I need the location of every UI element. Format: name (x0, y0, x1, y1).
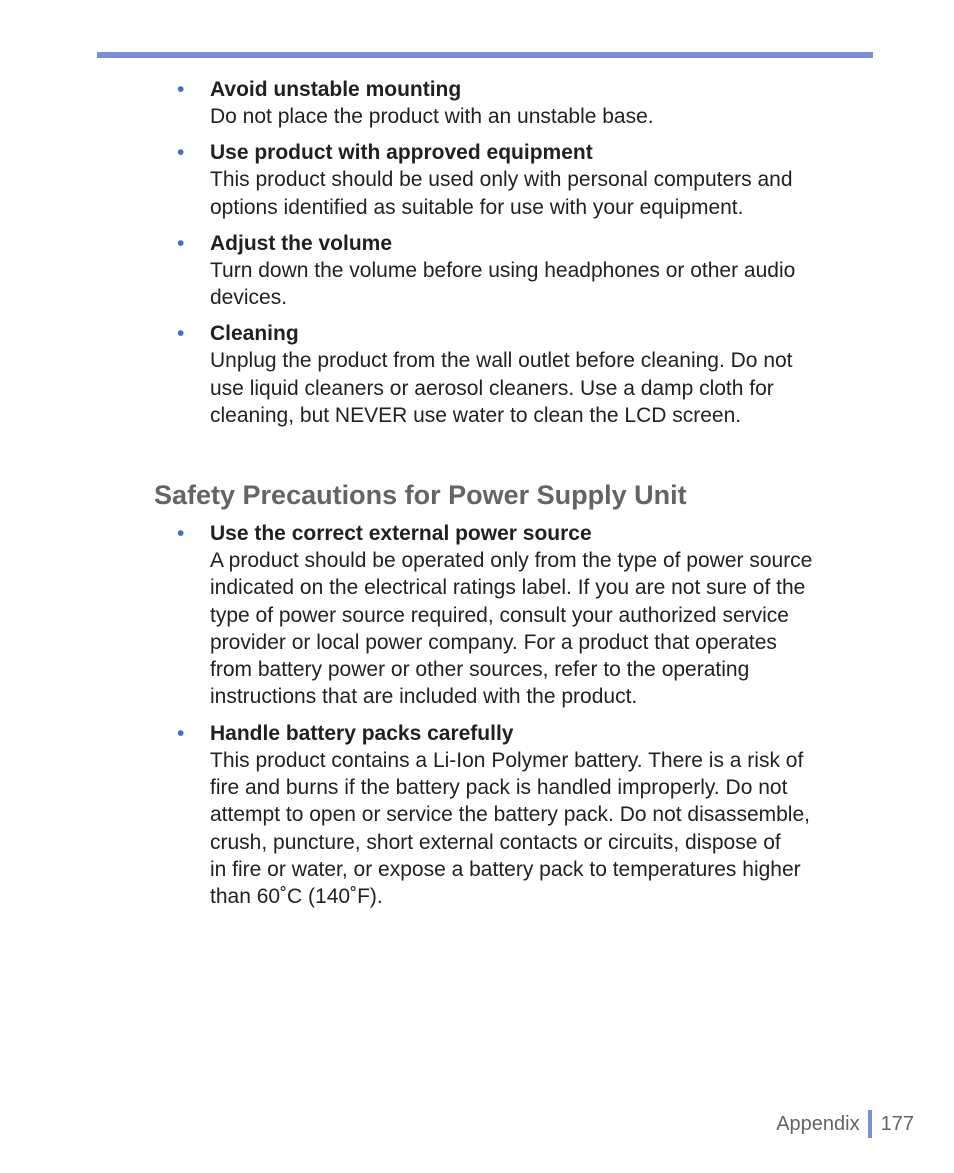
item-body: Turn down the volume before using headphones or other audio devices. (210, 258, 796, 310)
item-title: Use product with approved equipment (210, 141, 593, 165)
item-body: Do not place the product with an unstable base. (210, 105, 654, 128)
header-rule (97, 52, 873, 58)
bullet-icon: • (177, 78, 185, 101)
bullet-icon: • (177, 721, 185, 745)
list-item (0, 720, 880, 911)
bullet-icon: • (177, 141, 185, 165)
page-footer (776, 1110, 914, 1138)
bullet-icon: • (177, 522, 185, 545)
list-item (0, 230, 880, 312)
item-title: Avoid unstable mounting (210, 78, 462, 101)
bullet-icon: • (177, 322, 185, 346)
page-number: 177 (880, 1112, 914, 1135)
footer-divider (868, 1110, 872, 1138)
list-item (0, 520, 880, 711)
section-heading: Safety Precautions for Power Supply Unit (154, 480, 687, 510)
item-body: This product contains a Li-Ion Polymer battery. There is a risk of fire and burns if the battery pack is handled improperly. Do not attempt to open or service the battery pack. Do not disassemble, crush, puncture, short external contacts or circuits, dispose of in fire or water, or expose a battery pack to temperatures higher than 60˚C (140˚F). (210, 748, 810, 909)
power-precautions-list (0, 520, 880, 920)
item-body: This product should be used only with personal computers and options identified as suitable for use with your equipment. (210, 168, 793, 219)
item-title: Handle battery packs carefully (210, 721, 514, 745)
item-body: A product should be operated only from the type of power source indicated on the electrical ratings label. If you are not sure of the type of power source required, consult your authorized service provider or local power company. For a product that operates from battery power or other sources, refer to the operating instructions that are included with the product. (210, 549, 813, 709)
item-body: Unplug the product from the wall outlet before cleaning. Do not use liquid cleaners or aerosol cleaners. Use a damp cloth for cleaning, but NEVER use water to clean the LCD screen. (210, 349, 793, 428)
list-item (0, 76, 880, 130)
general-precautions-list (0, 76, 880, 438)
list-item (0, 320, 880, 429)
item-title: Adjust the volume (210, 231, 393, 255)
footer-section-label: Appendix (776, 1112, 860, 1135)
item-title: Use the correct external power source (210, 522, 592, 545)
item-title: Cleaning (210, 322, 299, 346)
bullet-icon: • (177, 231, 185, 255)
list-item (0, 139, 880, 221)
